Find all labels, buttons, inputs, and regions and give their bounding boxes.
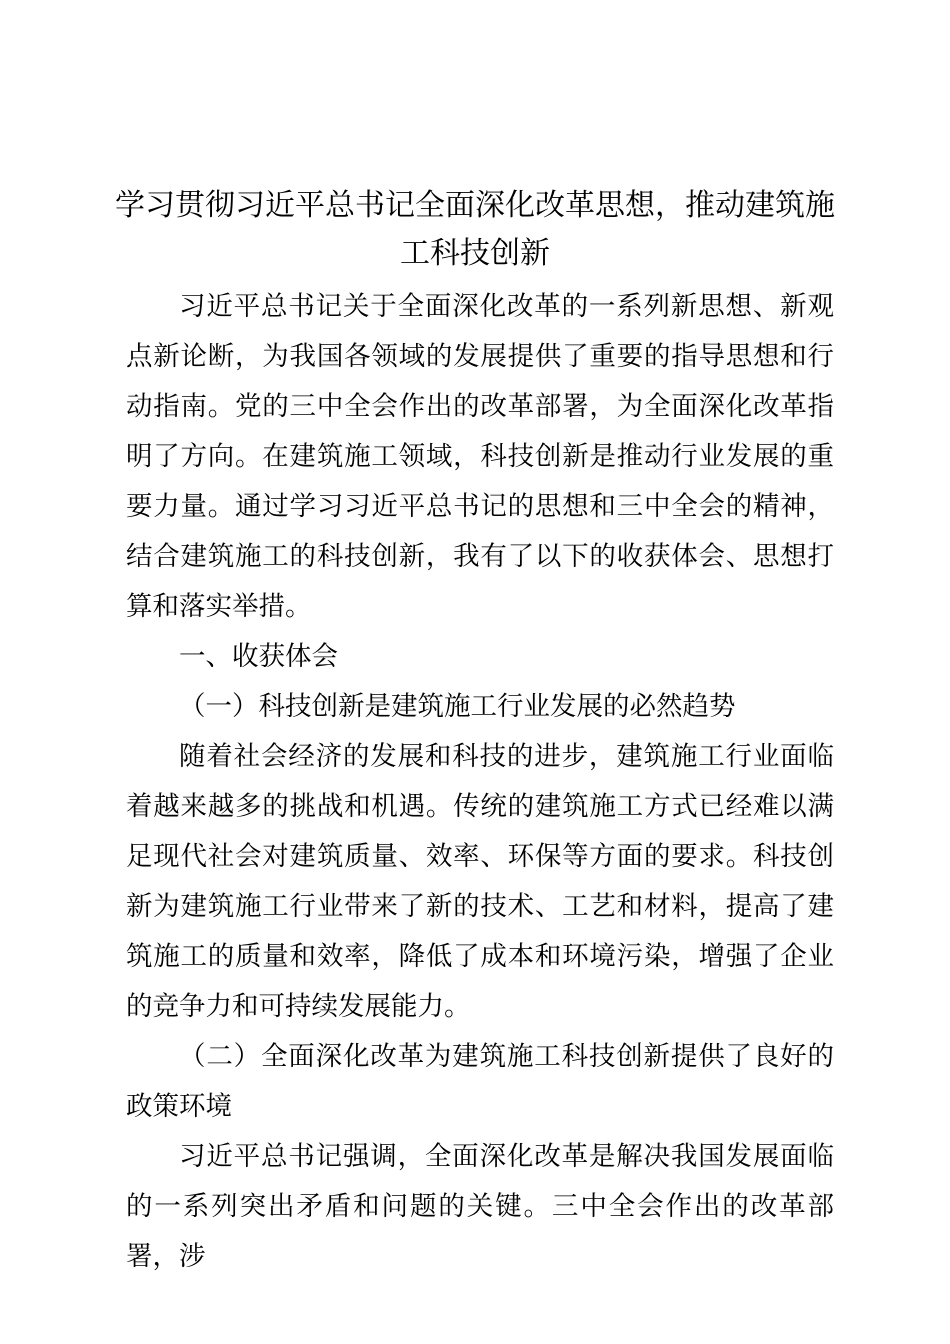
paragraph: 随着社会经济的发展和科技的进步，建筑施工行业面临着越来越多的挑战和机遇。传统的建筑施工方式已经难以满足现代社会对建筑质量、效率、环保等方面的要求。科技创新为建筑施工行业带来了新的技术、工艺和材料，提高了建筑施工的质量和效率，降低了成本和环境污染，增强了企业的竞争力和可持续发展能力。 <box>126 741 834 1022</box>
section-heading: 一、收获体会 <box>179 641 338 672</box>
subsection-heading: （二）全面深化改革为建筑施工科技创新提供了良好的政策环境 <box>126 1041 834 1122</box>
document-body <box>126 282 834 1282</box>
paragraph: 习近平总书记强调，全面深化改革是解决我国发展面临的一系列突出矛盾和问题的关键。三中全会作出的改革部署，涉 <box>126 1141 834 1272</box>
paragraph-intro: 习近平总书记关于全面深化改革的一系列新思想、新观点新论断，为我国各领域的发展提供了重要的指导思想和行动指南。党的三中全会作出的改革部署，为全面深化改革指明了方向。在建筑施工领域，科技创新是推动行业发展的重要力量。通过学习习近平总书记的思想和三中全会的精神，结合建筑施工的科技创新，我有了以下的收获体会、思想打算和落实举措。 <box>126 291 834 622</box>
subsection-heading: （一）科技创新是建筑施工行业发展的必然趋势 <box>179 691 736 722</box>
document-title: 学习贯彻习近平总书记全面深化改革思想，推动建筑施工科技创新 <box>115 188 835 271</box>
